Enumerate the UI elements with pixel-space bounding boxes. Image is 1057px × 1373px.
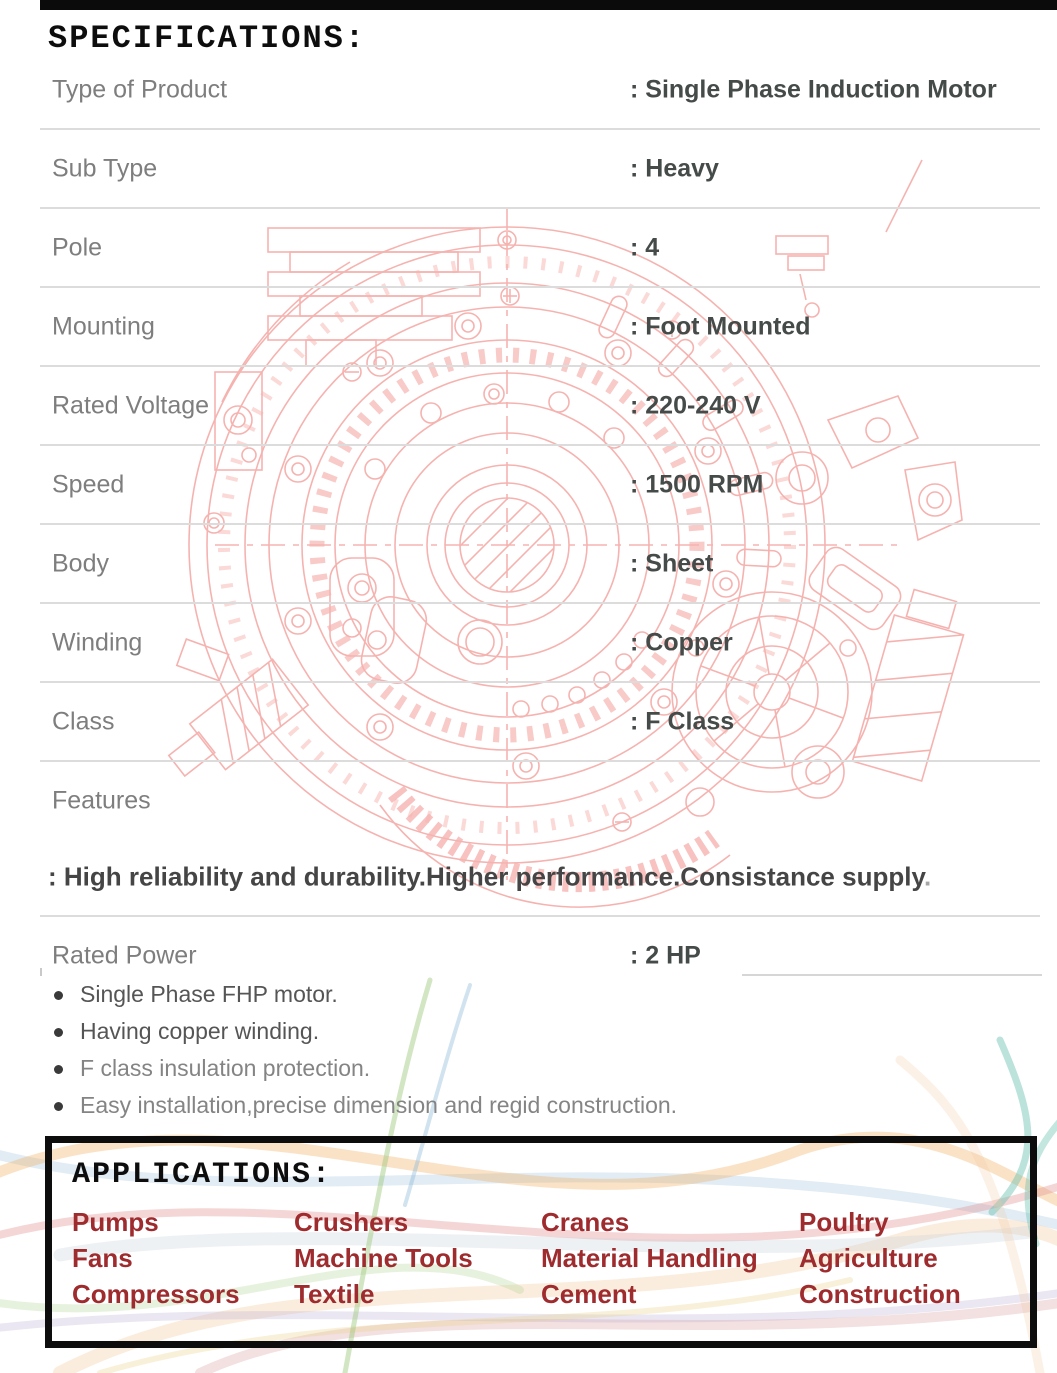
spec-value: : 2 HP (630, 941, 701, 969)
spec-row-pole (40, 209, 1040, 288)
spec-value: : Single Phase Induction Motor (630, 75, 997, 103)
spec-value: : 1500 RPM (630, 470, 764, 498)
application-item: Poultry (799, 1207, 889, 1237)
bullet-item: Having copper winding. (48, 1013, 988, 1050)
applications-box (45, 1136, 1037, 1348)
specifications-title: SPECIFICATIONS: (48, 20, 367, 57)
application-item: Agriculture (799, 1243, 938, 1273)
spec-label: Rated Voltage (52, 391, 210, 419)
spec-label: Features (52, 786, 151, 814)
bullet-item: Easy installation,precise dimension and regid construction. (48, 1087, 988, 1124)
spec-row-class (40, 683, 1040, 762)
bullet-item: F class insulation protection. (48, 1050, 988, 1087)
spec-value: : Sheet (630, 549, 714, 577)
features-value-line (40, 839, 1040, 917)
spec-value: : Foot Mounted (630, 312, 811, 340)
spec-label: Mounting (52, 312, 155, 340)
spec-row-type-of-product (40, 51, 1040, 130)
applications-grid (72, 1204, 1030, 1312)
spec-label: Pole (52, 233, 103, 261)
left-tick-mark (40, 968, 42, 976)
application-item: Compressors (72, 1279, 240, 1309)
spec-row-body (40, 525, 1040, 604)
spec-label: Speed (52, 470, 125, 498)
spec-value: : 220-240 V (630, 391, 761, 419)
top-black-bar (40, 0, 1057, 10)
spec-row-speed (40, 446, 1040, 525)
application-item: Pumps (72, 1207, 159, 1237)
application-item: Construction (799, 1279, 961, 1309)
application-item: Machine Tools (294, 1243, 473, 1273)
application-item: Crushers (294, 1207, 409, 1237)
spec-row-winding (40, 604, 1040, 683)
features-trailing-period: . (923, 861, 932, 892)
spec-table (40, 51, 1040, 994)
spec-label: Body (52, 549, 109, 577)
features-text: : High reliability and durability.Higher performance.Consistance supply. (48, 861, 932, 892)
spec-value: : Heavy (630, 154, 719, 182)
application-item: Cranes (541, 1207, 630, 1237)
application-item: Cement (541, 1279, 637, 1309)
spec-value: : 4 (630, 233, 660, 261)
spec-row-rated-voltage (40, 367, 1040, 446)
application-item: Material Handling (541, 1243, 758, 1273)
feature-bullet-list (48, 976, 988, 1124)
spec-row-mounting (40, 288, 1040, 367)
spec-row-sub-type (40, 130, 1040, 209)
spec-row-features (40, 762, 1040, 839)
spec-label: Rated Power (52, 941, 197, 969)
spec-value: : F Class (630, 707, 735, 735)
bullet-item: Single Phase FHP motor. (48, 976, 988, 1013)
application-item: Fans (72, 1243, 133, 1273)
spec-label: Winding (52, 628, 143, 656)
spec-label: Sub Type (52, 154, 158, 182)
spec-value: : Copper (630, 628, 733, 656)
spec-label: Type of Product (52, 75, 228, 103)
applications-title: APPLICATIONS: (72, 1158, 333, 1192)
spec-label: Class (52, 707, 115, 735)
application-item: Textile (294, 1279, 375, 1309)
